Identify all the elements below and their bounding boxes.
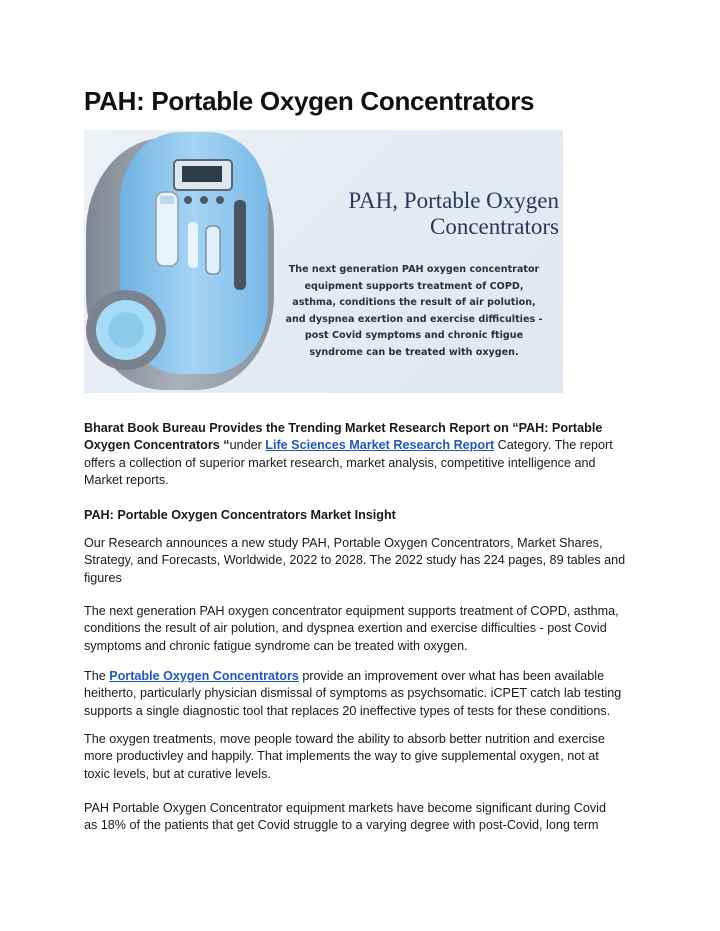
paragraph-line: supports a single diagnostic tool that replaces 20 ineffective types of tests for these conditions. <box>84 703 611 718</box>
paragraph-line: The oxygen treatments, move people toward the ability to absorb better nutrition and exercise <box>84 732 605 746</box>
treatments-paragraph <box>84 731 644 783</box>
life-sciences-report-link[interactable]: Life Sciences Market Research Report <box>265 438 495 453</box>
paragraph-line: as 18% of the patients that get Covid struggle to a varying degree with post-Covid, long term <box>84 818 599 833</box>
banner-text-line: equipment supports treatment of COPD, <box>304 280 524 292</box>
banner-text-line: post Covid symptoms and chronic ftigue <box>304 330 524 342</box>
intro-line: Market reports. <box>84 473 169 488</box>
paragraph-line: symptoms and chronic fatigue syndrome can be treated with oxygen. <box>84 638 468 653</box>
banner-title-line: Concentrators <box>429 214 559 239</box>
banner-text-line: The next generation PAH oxygen concentrator <box>288 264 540 275</box>
portable-oxygen-concentrators-link[interactable]: Portable Oxygen Concentrators <box>109 669 299 683</box>
section-heading: PAH: Portable Oxygen Concentrators Market Insight <box>84 508 396 522</box>
paragraph-line: conditions the result of air polution, and dyspnea exertion and exercise difficulties - post Covid <box>84 621 607 636</box>
page-title: PAH: Portable Oxygen Concentrators <box>84 86 535 116</box>
banner-text-line: asthma, conditions the result of air polution, <box>292 297 536 309</box>
paragraph-line: more productivley and happily. That implements the way to give supplemental oxygen, not at <box>84 749 599 764</box>
intro-line: Bharat Book Bureau Provides the Trending Market Research Report on “PAH: Portable <box>84 421 603 435</box>
paragraph-line: toxic levels, but at curative levels. <box>84 766 271 781</box>
study-paragraph <box>84 535 644 587</box>
banner-text-line: syndrome can be treated with oxygen. <box>309 346 519 358</box>
markets-paragraph <box>84 800 644 835</box>
banner-title <box>289 188 559 240</box>
paragraph-text: provide an improvement over what has been available <box>298 669 605 683</box>
banner-text-line: and dyspnea exertion and exercise difficulties - <box>285 313 543 325</box>
product-banner-image <box>84 130 563 393</box>
paragraph-line: heitherto, particularly physician dismissal of symptoms as psychsomatic. iCPET catch lab testing <box>84 686 622 701</box>
paragraph-text: The <box>84 669 110 683</box>
intro-paragraph <box>84 420 644 490</box>
concentrators-paragraph <box>84 668 644 720</box>
treatment-paragraph <box>84 603 644 655</box>
intro-text: under <box>229 438 266 453</box>
banner-title-line: PAH, Portable Oxygen <box>348 188 559 213</box>
paragraph-line: PAH Portable Oxygen Concentrator equipment markets have become significant during Covid <box>84 801 606 815</box>
paragraph-line: Strategy, and Forecasts, Worldwide, 2022 to 2028. The 2022 study has 224 pages, 89 tables and <box>84 553 626 568</box>
intro-text: Category. The report <box>494 438 613 453</box>
intro-line <box>84 437 644 454</box>
intro-bold-text: Oxygen Concentrators “ <box>84 438 230 453</box>
paragraph-line: Our Research announces a new study PAH, Portable Oxygen Concentrators, Market Shares, <box>84 536 603 550</box>
paragraph-line: figures <box>84 570 122 585</box>
intro-line: offers a collection of superior market research, market analysis, competitive intelligence and <box>84 455 596 470</box>
paragraph-line: The next generation PAH oxygen concentrator equipment supports treatment of COPD, asthma, <box>84 604 619 618</box>
paragraph-line <box>84 668 644 685</box>
banner-description <box>274 262 554 362</box>
